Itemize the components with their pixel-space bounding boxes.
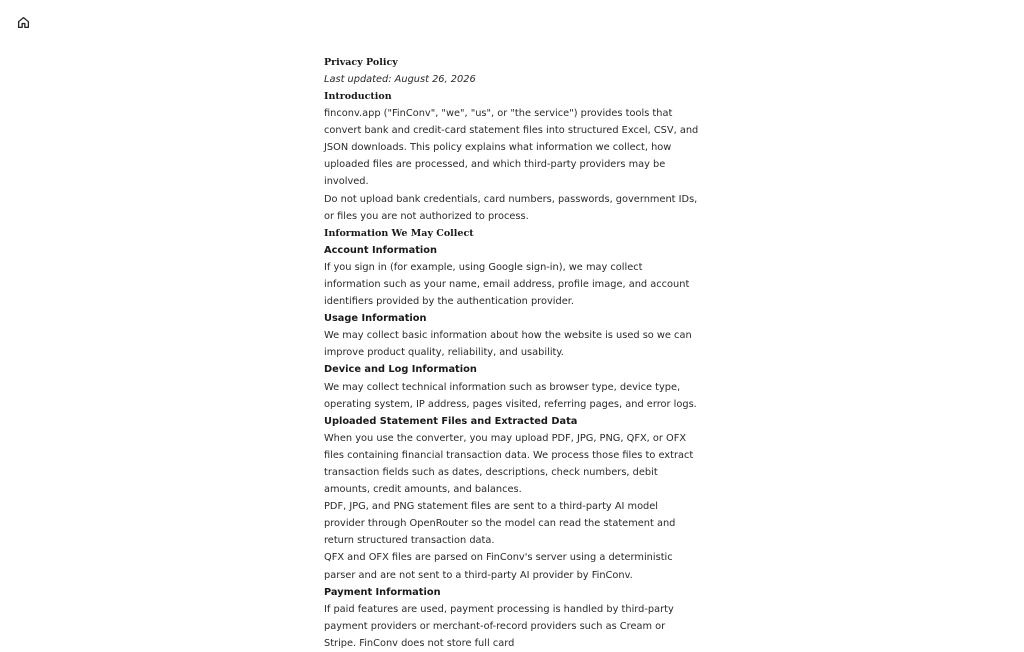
usage-paragraph: We may collect basic information about how the website is used so we can improve product quality, reliability, and usability. (324, 330, 692, 359)
device-paragraph: We may collect technical information such as browser type, device type, operating system, IP address, pages visited, referring pages, and error logs. (324, 381, 697, 410)
payment-paragraph: If paid features are used, payment processing is handled by third-party payment providers or merchant-of-record providers such as Cream or Stripe. FinConv does not store full card (324, 603, 674, 649)
page-title: Privacy Policy (324, 57, 398, 68)
subheading-device: Device and Log Information (324, 364, 477, 376)
section-heading-collect: Information We May Collect (324, 227, 474, 239)
last-updated: Last updated: August 26, 2026 (324, 74, 476, 85)
subheading-uploaded: Uploaded Statement Files and Extracted Data (324, 415, 578, 427)
section-heading-introduction: Introduction (324, 91, 392, 103)
intro-paragraph: finconv.app ("FinConv", "we", "us", or "the service") provides tools that convert bank and credit-card statement files into structured Excel, CSV, and JSON downloads. This policy explains what information we collect, how uploaded files are processed, and which third-party providers may be involved. (324, 108, 699, 188)
uploaded-paragraph-1: When you use the converter, you may upload PDF, JPG, PNG, QFX, or OFX files containing financial transaction data. We process those files to extract transaction fields such as dates, descriptions, check numbers, debit amounts, credit amounts, and balances. (324, 432, 694, 496)
subheading-account: Account Information (324, 244, 437, 256)
home-icon (17, 16, 31, 29)
home-button[interactable] (17, 16, 31, 30)
subheading-payment: Payment Information (324, 586, 441, 598)
intro-warning-paragraph: Do not upload bank credentials, card numbers, passwords, government IDs, or files you are not authorized to process. (324, 193, 698, 222)
uploaded-paragraph-2: PDF, JPG, and PNG statement files are sent to a third-party AI model provider through OpenRouter so the model can read the statement and return structured transaction data. (324, 501, 676, 547)
policy-content (324, 54, 700, 652)
uploaded-paragraph-3: QFX and OFX files are parsed on FinConv's server using a deterministic parser and are not sent to a third-party AI provider by FinConv. (324, 552, 673, 581)
subheading-usage: Usage Information (324, 313, 427, 325)
account-paragraph: If you sign in (for example, using Google sign-in), we may collect information such as your name, email address, profile image, and account identifiers provided by the authentication provider. (324, 261, 690, 308)
